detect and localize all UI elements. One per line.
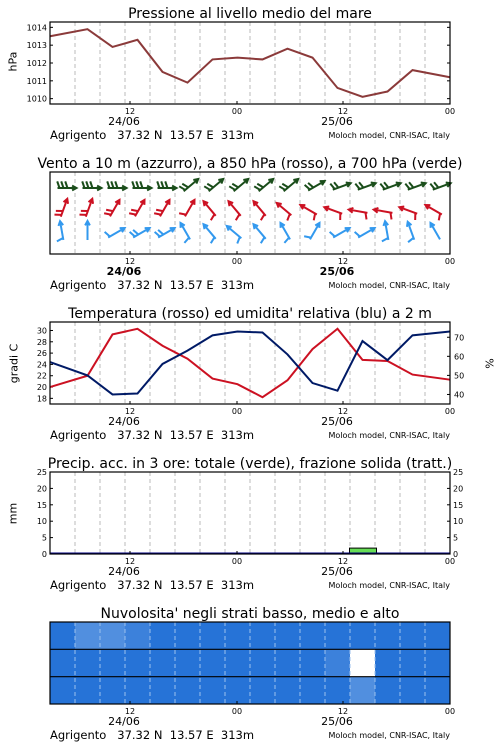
cloud-cell bbox=[175, 622, 201, 650]
pressure-title: Pressione al livello medio del mare bbox=[128, 6, 372, 22]
x-tick-label: 12 bbox=[124, 407, 136, 416]
location-label: Agrigento 37.32 N 13.57 E 313m bbox=[50, 128, 255, 142]
y-tick-label: 28 bbox=[36, 337, 47, 347]
cloud-cell bbox=[275, 649, 301, 677]
y-tick-right-label: 50 bbox=[454, 371, 465, 381]
cloud-cell bbox=[150, 622, 176, 650]
wind-barb-feather bbox=[131, 210, 138, 211]
wind-barb-feather bbox=[390, 213, 391, 220]
cloud-cell bbox=[100, 677, 126, 705]
x-tick-label: 00 bbox=[444, 407, 456, 416]
x-tick-label: 12 bbox=[337, 257, 349, 266]
cloud-cell bbox=[300, 622, 326, 650]
x-tick-label: 12 bbox=[337, 557, 349, 566]
cloud-cell bbox=[125, 622, 151, 650]
date-label: 25/06 bbox=[321, 715, 353, 728]
y-tick-label: 5 bbox=[41, 533, 47, 543]
cloud-cell bbox=[50, 677, 76, 705]
y-tick-label: 20 bbox=[36, 484, 47, 494]
y-tick-label: 1012 bbox=[26, 59, 47, 68]
x-tick-label: 00 bbox=[444, 257, 456, 266]
cloud-cell bbox=[225, 622, 251, 650]
pressure-ylabel: hPa bbox=[6, 51, 20, 72]
precip-ylabel: mm bbox=[6, 502, 20, 525]
wind-barb-feather bbox=[365, 213, 366, 220]
precip-panel bbox=[0, 450, 500, 600]
y-tick-right-label: 40 bbox=[454, 390, 465, 400]
y-tick-label: 26 bbox=[36, 349, 47, 359]
date-label: 24/06 bbox=[108, 715, 140, 728]
cloud-cell bbox=[225, 649, 251, 677]
temperature-title: Temperatura (rosso) ed umidita' relativa (blu) a 2 m bbox=[68, 306, 432, 322]
y-tick-right-label: 0 bbox=[453, 550, 459, 559]
date-label: 25/06 bbox=[321, 115, 353, 128]
y-tick-label: 1013 bbox=[26, 41, 47, 51]
y-tick-label: 18 bbox=[36, 394, 47, 404]
y-tick-label: 30 bbox=[36, 326, 47, 336]
cloud-title: Nuvolosita' negli strati basso, medio e alto bbox=[100, 606, 400, 622]
x-tick-label: 00 bbox=[231, 707, 243, 716]
cloud-cell bbox=[350, 649, 376, 677]
temperature-ylabel: gradi C bbox=[7, 343, 21, 384]
y-tick-label: 25 bbox=[36, 468, 47, 477]
date-label: 25/06 bbox=[319, 265, 355, 278]
date-label: 24/06 bbox=[108, 115, 140, 128]
x-tick-label: 00 bbox=[231, 407, 243, 416]
cloud-cell bbox=[225, 677, 251, 705]
cloud-cell bbox=[200, 622, 226, 650]
wind-panel bbox=[0, 150, 500, 300]
model-credit: Moloch model, CNR-ISAC, Italy bbox=[328, 131, 450, 140]
cloud-cell bbox=[75, 622, 101, 650]
wind-barb-feather bbox=[439, 214, 440, 221]
cloud-cell bbox=[425, 622, 451, 650]
x-tick-label: 00 bbox=[231, 257, 243, 266]
y-tick-label: 0 bbox=[41, 550, 47, 559]
cloud-cell bbox=[275, 677, 301, 705]
cloud-cell bbox=[50, 622, 76, 650]
date-label: 24/06 bbox=[108, 415, 140, 428]
x-tick-label: 00 bbox=[231, 107, 243, 116]
humidity-ylabel: % bbox=[483, 358, 497, 369]
x-tick-label: 12 bbox=[124, 107, 136, 116]
x-tick-label: 12 bbox=[337, 107, 349, 116]
cloud-cell bbox=[150, 649, 176, 677]
location-label: Agrigento 37.32 N 13.57 E 313m bbox=[50, 278, 255, 292]
cloud-cell bbox=[175, 677, 201, 705]
y-tick-right-label: 25 bbox=[453, 468, 464, 477]
wind-barb-feather bbox=[179, 213, 186, 214]
y-tick-label: 20 bbox=[36, 383, 47, 393]
cloud-cell bbox=[425, 649, 451, 677]
y-tick-right-label: 15 bbox=[453, 500, 464, 510]
precip-title: Precip. acc. in 3 ore: totale (verde), frazione solida (tratt.) bbox=[47, 456, 453, 472]
x-tick-label: 12 bbox=[124, 557, 136, 566]
cloud-panel bbox=[0, 600, 500, 750]
cloud-cell bbox=[375, 622, 401, 650]
cloud-cell bbox=[250, 649, 276, 677]
y-tick-right-label: 70 bbox=[454, 333, 465, 343]
wind-barb-feather bbox=[129, 213, 136, 214]
cloud-cell bbox=[325, 622, 351, 650]
cloud-cell bbox=[200, 677, 226, 705]
y-tick-right-label: 20 bbox=[453, 484, 464, 494]
location-label: Agrigento 37.32 N 13.57 E 313m bbox=[50, 428, 255, 442]
model-credit: Moloch model, CNR-ISAC, Italy bbox=[328, 431, 450, 440]
cloud-cell bbox=[100, 649, 126, 677]
plot-area bbox=[50, 22, 450, 104]
y-tick-right-label: 10 bbox=[453, 517, 464, 527]
y-tick-label: 1014 bbox=[26, 23, 47, 33]
date-label: 25/06 bbox=[321, 565, 353, 578]
date-label: 25/06 bbox=[321, 415, 353, 428]
cloud-cell bbox=[425, 677, 451, 705]
model-credit: Moloch model, CNR-ISAC, Italy bbox=[328, 281, 450, 290]
date-label: 24/06 bbox=[106, 265, 142, 278]
location-label: Agrigento 37.32 N 13.57 E 313m bbox=[50, 728, 255, 742]
x-tick-label: 00 bbox=[444, 557, 456, 566]
x-tick-label: 00 bbox=[444, 707, 456, 716]
cloud-cell bbox=[250, 677, 276, 705]
wind-barb-feather bbox=[304, 236, 311, 237]
date-label: 24/06 bbox=[108, 565, 140, 578]
model-credit: Moloch model, CNR-ISAC, Italy bbox=[328, 731, 450, 740]
cloud-cell bbox=[400, 649, 426, 677]
x-tick-label: 12 bbox=[337, 407, 349, 416]
cloud-cell bbox=[75, 677, 101, 705]
cloud-cell bbox=[375, 649, 401, 677]
y-tick-label: 1010 bbox=[26, 94, 47, 104]
x-tick-label: 00 bbox=[444, 107, 456, 116]
plot-area bbox=[50, 472, 450, 554]
pressure-panel bbox=[0, 0, 500, 150]
x-tick-label: 12 bbox=[337, 707, 349, 716]
cloud-cell bbox=[325, 677, 351, 705]
y-tick-label: 24 bbox=[36, 360, 47, 370]
wind-barb-feather bbox=[104, 213, 111, 214]
cloud-cell bbox=[350, 622, 376, 650]
cloud-cell bbox=[300, 649, 326, 677]
x-tick-label: 12 bbox=[124, 707, 136, 716]
cloud-cell bbox=[275, 622, 301, 650]
wind-barb-feather bbox=[106, 210, 113, 211]
cloud-cell bbox=[350, 677, 376, 705]
cloud-cell bbox=[375, 677, 401, 705]
model-credit: Moloch model, CNR-ISAC, Italy bbox=[328, 581, 450, 590]
cloud-cell bbox=[150, 677, 176, 705]
cloud-cell bbox=[325, 649, 351, 677]
y-tick-right-label: 60 bbox=[454, 352, 465, 362]
cloud-cell bbox=[125, 649, 151, 677]
cloud-cell bbox=[200, 649, 226, 677]
wind-title: Vento a 10 m (azzurro), a 850 hPa (rosso), a 700 hPa (verde) bbox=[37, 156, 463, 172]
wind-barb-feather bbox=[314, 214, 315, 221]
location-label: Agrigento 37.32 N 13.57 E 313m bbox=[50, 578, 255, 592]
cloud-cell bbox=[400, 677, 426, 705]
cloud-cell bbox=[50, 649, 76, 677]
wind-barb-feather bbox=[154, 213, 161, 214]
x-tick-label: 00 bbox=[231, 557, 243, 566]
cloud-cell bbox=[300, 677, 326, 705]
cloud-cell bbox=[250, 622, 276, 650]
cloud-cell bbox=[175, 649, 201, 677]
cloud-cell bbox=[75, 649, 101, 677]
wind-barb-feather bbox=[156, 210, 163, 211]
cloud-cell bbox=[400, 622, 426, 650]
y-tick-label: 22 bbox=[36, 371, 47, 381]
temperature-panel bbox=[0, 300, 500, 450]
y-tick-label: 15 bbox=[36, 500, 47, 510]
y-tick-label: 10 bbox=[36, 517, 47, 527]
cloud-cell bbox=[125, 677, 151, 705]
cloud-cell bbox=[100, 622, 126, 650]
y-tick-right-label: 5 bbox=[453, 533, 459, 543]
y-tick-label: 1011 bbox=[26, 76, 47, 86]
x-tick-label: 12 bbox=[124, 257, 136, 266]
